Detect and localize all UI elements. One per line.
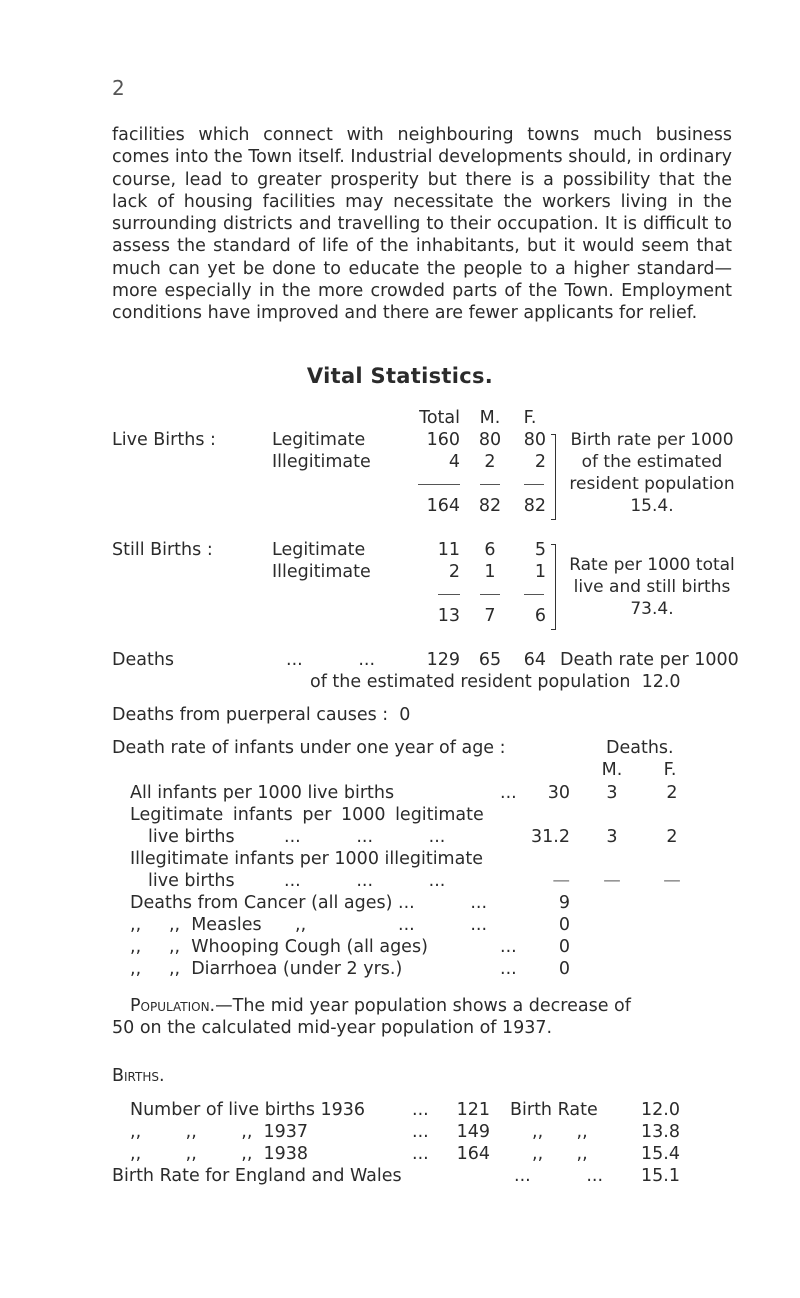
deaths-note-line1: Death rate per 1000	[560, 650, 739, 670]
still-births-legit-label: Legitimate	[272, 540, 366, 560]
infant-row-label: Legitimate infants per 1000 legitimate	[130, 805, 484, 825]
infant-row-m: —	[603, 871, 621, 891]
live-births-rule-total	[418, 484, 460, 485]
infant-row-label: ,, ,, Diarrhoea (under 2 yrs.)	[130, 959, 403, 979]
header-m: M.	[479, 408, 501, 428]
live-births-note-line: 15.4.	[630, 496, 674, 516]
deaths-leader-dots: ... ...	[286, 650, 376, 670]
live-births-brace	[551, 434, 556, 520]
still-births-illegit-total: 2	[448, 562, 460, 582]
live-births-note-line: of the estimated	[581, 452, 723, 472]
births-row-value: 149	[456, 1122, 490, 1142]
births-row-rate-label: ,, ,,	[532, 1122, 588, 1142]
infant-heading: Death rate of infants under one year of age :	[112, 738, 506, 758]
still-births-note-line: Rate per 1000 total	[569, 555, 735, 575]
deaths-total: 129	[426, 650, 460, 670]
still-births-sum-f: 6	[534, 606, 546, 626]
still-births-brace	[551, 544, 556, 630]
still-births-illegit-label: Illegitimate	[272, 562, 371, 582]
population-text-line2: 50 on the calculated mid-year population of 1937.	[112, 1018, 553, 1038]
still-births-sum-total: 13	[437, 606, 460, 626]
infant-row-dots: ... ...	[398, 915, 488, 935]
infant-row-f: 2	[666, 783, 678, 803]
still-births-note-line: 73.4.	[630, 599, 674, 619]
still-births-rule-total	[438, 594, 460, 595]
live-births-legit-label: Legitimate	[272, 430, 366, 450]
live-births-sum-total: 164	[426, 496, 460, 516]
header-total: Total	[419, 408, 460, 428]
live-births-sum-m: 82	[478, 496, 502, 516]
live-births-note	[562, 429, 742, 517]
infant-row-value: —	[552, 871, 570, 891]
still-births-legit-total: 11	[437, 540, 460, 560]
live-births-legit-total: 160	[426, 430, 460, 450]
live-births-sum-f: 82	[523, 496, 546, 516]
infant-row-dots: ...	[500, 959, 517, 979]
births-row-rate: 12.0	[641, 1100, 680, 1120]
england-wales-label: Birth Rate for England and Wales	[112, 1166, 402, 1186]
england-wales-rate: 15.1	[641, 1166, 680, 1186]
infant-deaths-header: Deaths.	[606, 738, 674, 758]
live-births-illegit-label: Illegitimate	[272, 452, 371, 472]
infant-row-m: 3	[606, 783, 618, 803]
infant-row-dots: ...	[500, 937, 517, 957]
live-births-illegit-f: 2	[534, 452, 546, 472]
still-births-rule-m	[480, 594, 500, 595]
england-wales-dots: ... ...	[514, 1166, 604, 1186]
births-heading: Births.	[112, 1066, 165, 1086]
infant-row-label: Illegitimate infants per 1000 illegitimate	[130, 849, 483, 869]
live-births-note-line: Birth rate per 1000	[570, 430, 734, 450]
births-row-dots: ...	[412, 1100, 429, 1120]
infant-row-m: 3	[606, 827, 618, 847]
section-title: Vital Statistics.	[306, 364, 494, 388]
live-births-rule-m	[480, 484, 500, 485]
infant-row-label: ,, ,, Whooping Cough (all ages)	[130, 937, 428, 957]
births-row-value: 164	[456, 1144, 490, 1164]
infant-row-label: Deaths from Cancer (all ages)	[130, 893, 393, 913]
infant-row-label: ,, ,, Measles ,,	[130, 915, 307, 935]
live-births-illegit-m: 2	[484, 452, 496, 472]
births-row-dots: ...	[412, 1144, 429, 1164]
infant-row-dots: ...	[500, 783, 517, 803]
infant-row-f: —	[663, 871, 681, 891]
births-row-label: ,, ,, ,, 1938	[130, 1144, 309, 1164]
births-row-dots: ...	[412, 1122, 429, 1142]
still-births-label: Still Births :	[112, 540, 213, 560]
infant-row-value: 0	[558, 915, 570, 935]
infant-row-value: 0	[558, 937, 570, 957]
live-births-illegit-total: 4	[448, 452, 460, 472]
population-paragraph	[130, 996, 631, 1016]
live-births-note-line: resident population	[569, 474, 735, 494]
population-heading: Population.	[130, 996, 216, 1016]
live-births-label: Live Births :	[112, 430, 216, 450]
infant-row-dots: ... ... ...	[284, 827, 446, 847]
infant-row-value: 9	[558, 893, 570, 913]
births-row-rate: 13.8	[641, 1122, 680, 1142]
live-births-rule-f	[524, 484, 544, 485]
page-number: 2	[112, 76, 125, 100]
intro-paragraph: facilities which connect with neighbouring towns much business comes into the Town itself. Industrial developments should, in ordinary course, lead to greater prosperity but there is a possibility that the lack of housing facilities may necessitate the workers living in the surrounding districts and travelling to their occupation. It is difficult to assess the standard of life of the inhabitants, but it would seem that much can yet be done to educate the people to a higher standard—more especially in the more crowded parts of the Town. Employment conditions have improved and there are fewer applicants for relief.	[112, 125, 732, 324]
deaths-note-line2: of the estimated resident population 12.0	[310, 672, 681, 692]
infant-row-f: 2	[666, 827, 678, 847]
still-births-legit-f: 5	[534, 540, 546, 560]
still-births-sum-m: 7	[484, 606, 496, 626]
infant-row-value: 0	[558, 959, 570, 979]
population-text: —The mid year population shows a decrease of	[215, 996, 631, 1016]
births-row-value: 121	[456, 1100, 490, 1120]
infant-row-label: live births	[148, 871, 235, 891]
puerperal-deaths: Deaths from puerperal causes : 0	[112, 705, 411, 725]
infant-row-dots: ... ...	[398, 893, 488, 913]
still-births-illegit-f: 1	[534, 562, 546, 582]
live-births-legit-m: 80	[478, 430, 502, 450]
deaths-label: Deaths	[112, 650, 175, 670]
deaths-m: 65	[478, 650, 502, 670]
births-row-rate-label: Birth Rate	[510, 1100, 598, 1120]
infant-row-value: 31.2	[531, 827, 570, 847]
infant-f-header: F.	[663, 760, 677, 780]
infant-row-label: live births	[148, 827, 235, 847]
live-births-legit-f: 80	[523, 430, 546, 450]
infant-m-header: M.	[601, 760, 623, 780]
deaths-f: 64	[523, 650, 546, 670]
still-births-rule-f	[524, 594, 544, 595]
still-births-note-line: live and still births	[573, 577, 731, 597]
infant-row-dots: ... ... ...	[284, 871, 446, 891]
still-births-note	[562, 554, 742, 620]
births-row-rate-label: ,, ,,	[532, 1144, 588, 1164]
header-f: F.	[523, 408, 537, 428]
births-row-rate: 15.4	[641, 1144, 680, 1164]
births-row-label: Number of live births 1936	[130, 1100, 366, 1120]
still-births-legit-m: 6	[484, 540, 496, 560]
infant-row-value: 30	[547, 783, 570, 803]
births-row-label: ,, ,, ,, 1937	[130, 1122, 309, 1142]
still-births-illegit-m: 1	[484, 562, 496, 582]
infant-row-label: All infants per 1000 live births	[130, 783, 395, 803]
